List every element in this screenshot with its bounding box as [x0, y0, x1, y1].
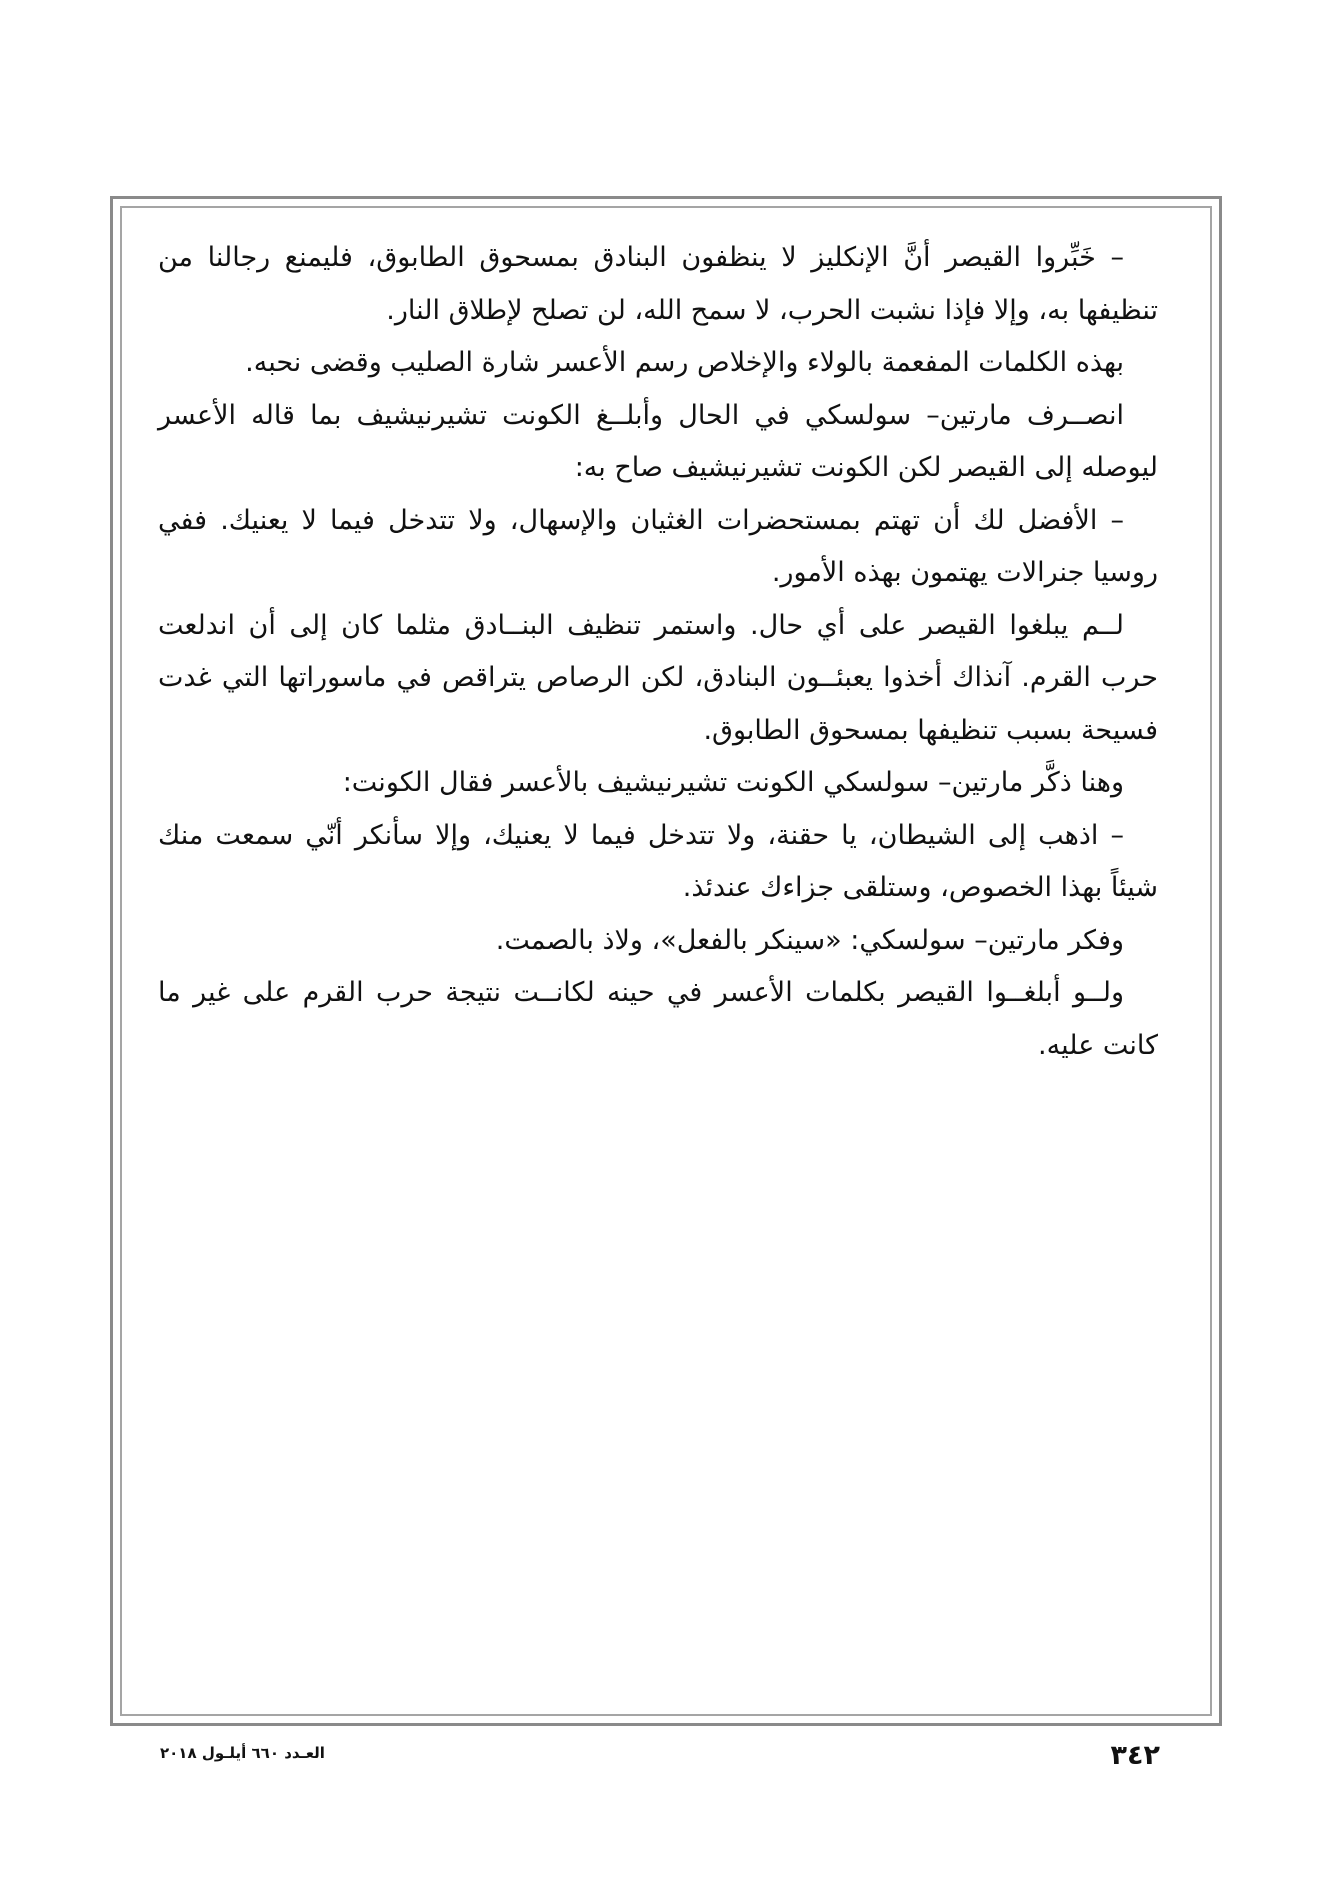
paragraph: وهنا ذكَّر مارتين– سولسكي الكونت تشيرنيشيف بالأعسر فقال الكونت:: [342, 767, 1124, 798]
paragraph: لــم يبلغوا القيصر على أي حال. واستمر تنظيف البنــادق مثلما كان إلى أن اندلعت حرب القرم. آنذاك أخذوا يعبئــون البنادق، لكن الرصاص يتراقص في ماسوراتها التي غدت فسيحة بسبب تنظيفها بمسحوق الطابوق.: [158, 609, 1158, 746]
issue-info: العـدد ٦٦٠ أيلـول ٢٠١٨: [160, 1744, 325, 1762]
paragraph: ولــو أبلغــوا القيصر بكلمات الأعسر في حينه لكانــت نتيجة حرب القرم على غير ما كانت عليه.: [158, 977, 1158, 1061]
paragraph: انصــرف مارتين– سولسكي في الحال وأبلــغ الكونت تشيرنيشيف بما قاله الأعسر ليوصله إلى القيصر لكن الكونت تشيرنيشيف صاح به:: [158, 399, 1158, 483]
paragraph: – اذهب إلى الشيطان، يا حقنة، ولا تتدخل فيما لا يعنيك، وإلا سأنكر أنّي سمعت منك شيئاً بهذا الخصوص، وستلقى جزاءك عندئذ.: [158, 819, 1158, 903]
paragraph: – خَبِّروا القيصر أنَّ الإنكليز لا ينظفون البنادق بمسحوق الطابوق، فليمنع رجالنا من تنظيفها به، وإلا فإذا نشبت الحرب، لا سمح الله، لن تصلح لإطلاق النار.: [158, 242, 1158, 326]
paragraph: بهذه الكلمات المفعمة بالولاء والإخلاص رسم الأعسر شارة الصليب وقضى نحبه.: [245, 347, 1124, 378]
paragraph: – الأفضل لك أن تهتم بمستحضرات الغثيان والإسهال، ولا تتدخل فيما لا يعنيك. ففي روسيا جنرالات يهتمون بهذه الأمور.: [158, 504, 1158, 588]
paragraph: وفكر مارتين– سولسكي: «سينكر بالفعل»، ولاذ بالصمت.: [495, 924, 1124, 956]
article-body: [158, 232, 1158, 1072]
page-number: ٣٤٢: [1110, 1740, 1160, 1771]
